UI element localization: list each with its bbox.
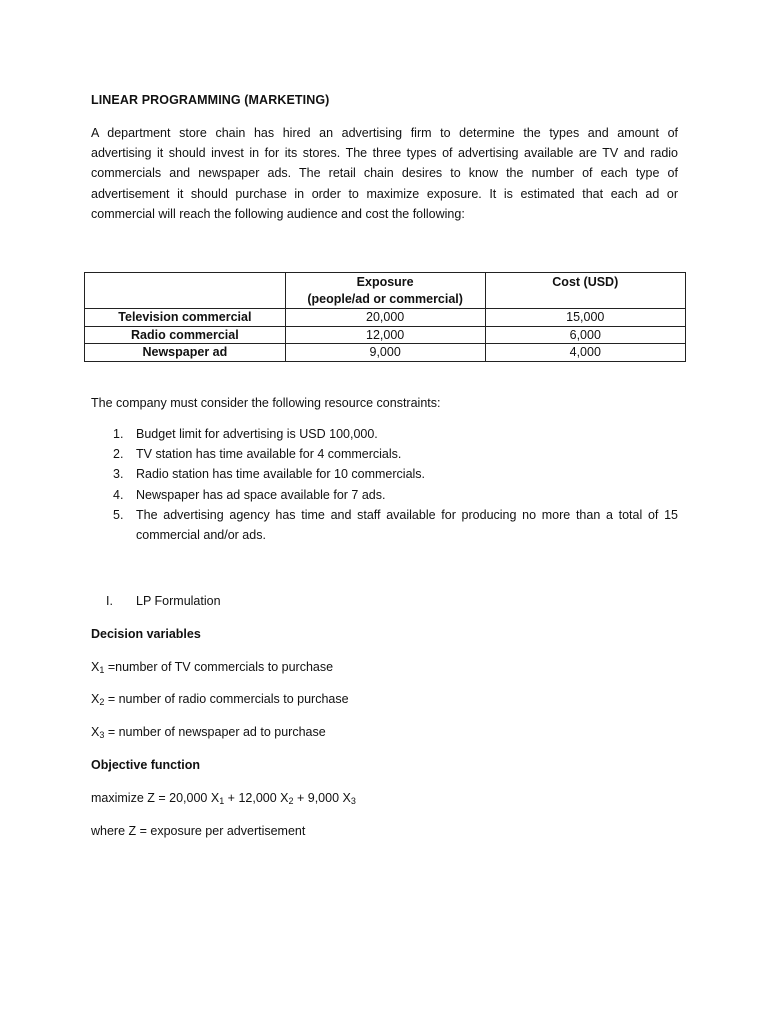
list-number: 5. [113,507,124,522]
advertising-table [84,272,686,362]
variable-symbol: X [91,692,100,706]
variable-subscript: 2 [99,697,105,707]
objective-definition: where Z = exposure per advertisement [91,824,306,838]
list-item [113,505,678,545]
exposure-header-line1: Exposure [356,275,414,289]
list-text: commercial and/or ads. [136,528,266,543]
list-text: Budget limit for advertising is USD 100,000. [136,427,378,441]
variable-definition: = number of radio commercials to purchase [104,692,349,706]
objective-subscript: 3 [350,796,356,806]
row-exposure: 20,000 [285,309,485,327]
list-item [113,485,678,505]
variable-symbol: X [91,660,100,674]
objective-part: maximize Z = 20,000 X [91,791,220,805]
variable-subscript: 3 [99,730,105,740]
row-cost: 4,000 [485,344,685,362]
intro-paragraph [91,123,678,224]
variable-definition: =number of TV commercials to purchase [104,660,334,674]
variable-symbol: X [91,725,100,739]
intro-line: commercial will reach the following audience and cost the following: [91,206,465,221]
objective-subscript: 2 [288,796,294,806]
list-number: 2. [113,447,124,462]
row-exposure: 12,000 [285,326,485,344]
constraints-list [113,424,678,545]
list-item [113,424,678,444]
list-item [113,464,678,484]
objective-part: + 12,000 X [224,791,289,805]
row-label: Radio commercial [85,326,286,344]
row-cost: 6,000 [485,326,685,344]
list-text: The advertising agency has time and staff available for producing no more than a total of 15 [136,507,678,522]
objective-function-title: Objective function [91,758,201,772]
intro-line: advertisement it should purchase in order to maximize exposure. It is estimated that each ad or [91,186,678,201]
section-title: LP Formulation [136,594,221,608]
variable-subscript: 1 [99,665,105,675]
intro-line: commercials and newspaper ads. The retail chain desires to know the number of each type of [91,166,678,181]
table-row [85,326,686,344]
table-header-row [85,273,686,309]
exposure-header-line2: (people/ad or commercial) [307,292,463,306]
row-exposure: 9,000 [285,344,485,362]
table-row [85,309,686,327]
objective-subscript: 1 [219,796,225,806]
table-header-exposure [285,273,485,309]
list-text: Radio station has time available for 10 commercials. [136,467,426,482]
list-number: 1. [113,427,124,441]
constraints-intro: The company must consider the following resource constraints: [91,396,441,410]
variable-definition: = number of newspaper ad to purchase [104,725,326,739]
list-number: 4. [113,487,124,502]
variable-x3 [91,725,326,740]
row-label: Newspaper ad [85,344,286,362]
decision-variables-title: Decision variables [91,627,201,641]
row-label: Television commercial [85,309,286,327]
list-item [113,444,678,464]
variable-x1 [91,660,333,675]
table-row [85,344,686,362]
intro-line: A department store chain has hired an advertising firm to determine the types and amount of [91,126,678,140]
list-text: TV station has time available for 4 commercials. [136,447,402,462]
list-number: 3. [113,467,124,482]
objective-part: + 9,000 X [293,791,351,805]
variable-x2 [91,692,349,707]
row-cost: 15,000 [485,309,685,327]
objective-function [91,791,356,806]
section-numeral: I. [106,594,113,608]
intro-line: advertising it should invest in for its stores. The three types of advertising available are TV and radio [91,146,678,161]
table-header-blank [85,273,286,309]
list-text: Newspaper has ad space available for 7 ads. [136,487,386,502]
table-header-cost: Cost (USD) [485,273,685,309]
document-heading: LINEAR PROGRAMMING (MARKETING) [91,93,330,107]
